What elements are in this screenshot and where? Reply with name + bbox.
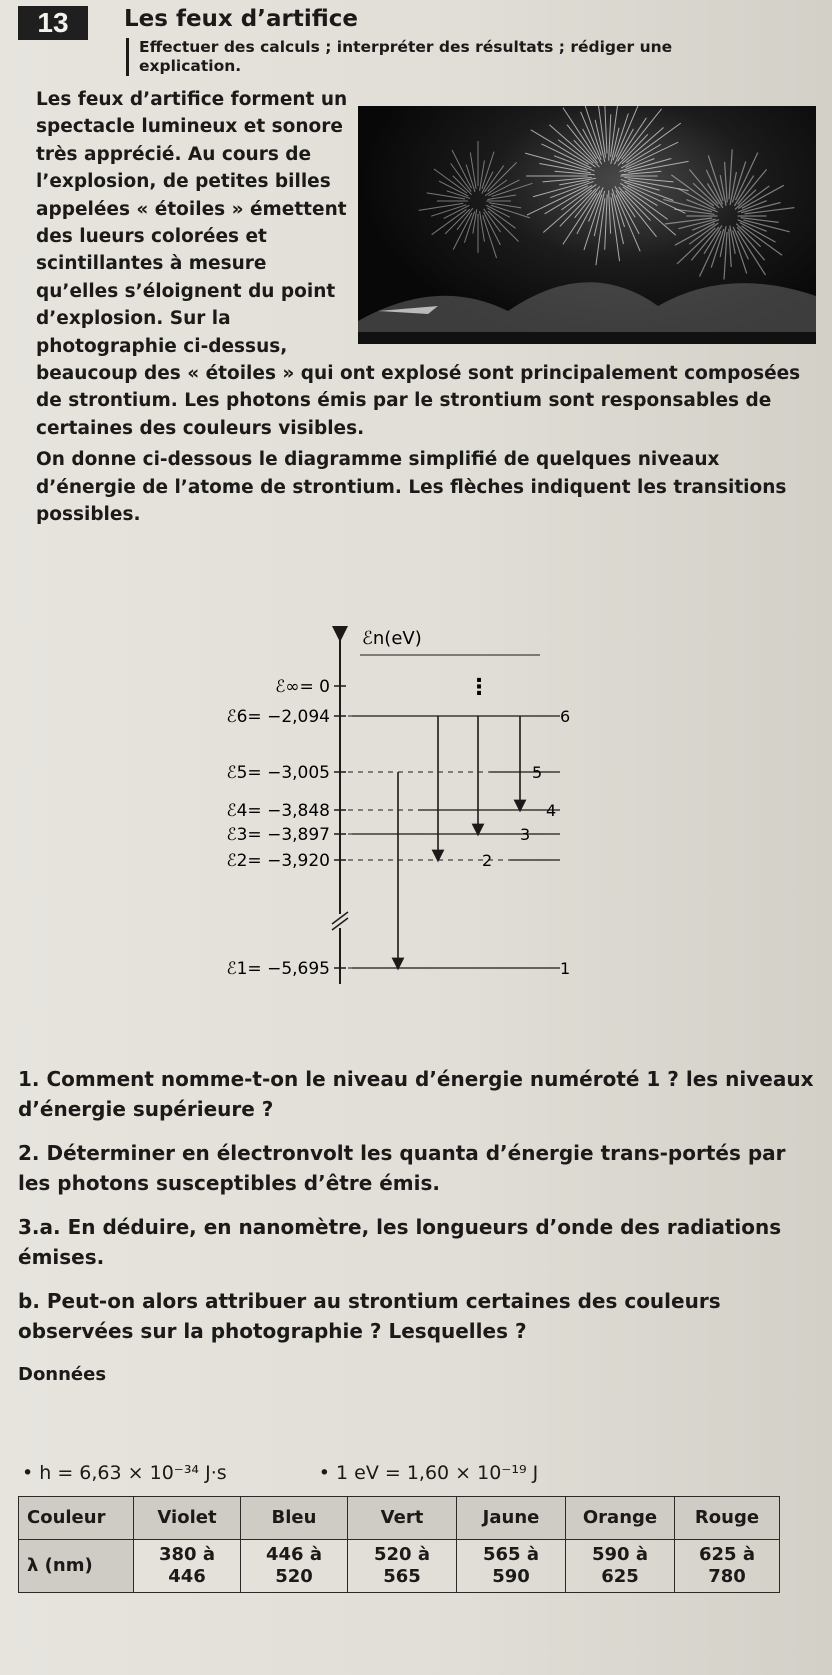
table-cell-range [566,1540,675,1593]
table-cell-color: Rouge [675,1497,780,1540]
table-row-colors [19,1497,780,1540]
level-number: 1 [560,959,571,978]
bullet-icon: • [318,1462,330,1484]
table-cell-range [348,1540,457,1593]
question-number: 3.a. [18,1215,61,1239]
intro-paragraph-1: Les feux d’artifice forment un spectacle lumineux et sonore très apprécié. Au cours de l’explosion, de petites billes appelées « étoiles » émettent des lueurs colorées et scintillantes à mesure qu’elles s’éloignent du point d’explosion. Sur la photographie ci-dessus, beaucoup des « étoiles » qui ont explosé sont principalement composées de strontium. Les photons émis par le strontium sont responsables de certaines des couleurs visibles. [36,89,801,439]
question-text: Déterminer en électronvolt les quanta d’énergie trans-portés par les photons susceptibles d’être émis. [18,1141,786,1195]
question-text: Peut-on alors attribuer au strontium certaines des couleurs observées sur la photographie ? Lesquelles ? [18,1289,721,1343]
level-number: 2 [482,851,493,870]
color-wavelength-table [18,1496,780,1593]
fireworks-photo [358,106,816,344]
question-2 [18,1138,818,1198]
question-text: En déduire, en nanomètre, les longueurs d’onde des radiations émises. [18,1215,782,1269]
table-cell-range [457,1540,566,1593]
range-from: 520 à [374,1544,430,1565]
question-number: b. [18,1289,40,1313]
planck-constant: h = 6,63 × 10⁻³⁴ J·s [39,1462,227,1484]
level-label: ℰ4= −3,848 [226,801,330,821]
range-from: 590 à [592,1544,648,1565]
level-number: 6 [560,707,571,726]
range-to: 625 [601,1566,639,1587]
intro-paragraph-2: On donne ci-dessous le diagramme simplifié de quelques niveaux d’énergie de l’atome de strontium. Les flèches indiquent les transitions possibles. [36,449,787,526]
range-to: 446 [168,1566,206,1587]
question-number: 2. [18,1141,40,1165]
energy-axis [332,634,543,984]
table-header-color: Couleur [19,1497,134,1540]
level-label: ℰ∞= 0 [275,677,330,697]
intro-text [36,86,816,533]
table-header-lambda: λ (nm) [19,1540,134,1593]
energy-axis-label: ℰn(eV) [362,628,422,649]
bullet-icon: • [22,1462,34,1484]
energy-level-diagram [0,624,832,1054]
range-to: 565 [383,1566,421,1587]
ellipsis-mark: ⋮ [468,675,490,700]
question-number: 1. [18,1067,40,1091]
level-label: ℰ2= −3,920 [226,851,330,871]
level-number: 4 [546,801,557,820]
question-1 [18,1064,818,1124]
range-from: 565 à [483,1544,539,1565]
question-text: Comment nomme-t-on le niveau d’énergie numéroté 1 ? les niveaux d’énergie supérieure ? [18,1067,814,1121]
range-from: 625 à [699,1544,755,1565]
table-cell-color: Bleu [241,1497,348,1540]
level-label: ℰ5= −3,005 [226,763,330,783]
level-label: ℰ1= −5,695 [226,959,330,979]
range-to: 520 [275,1566,313,1587]
table-cell-color: Violet [134,1497,241,1540]
table-cell-color: Orange [566,1497,675,1540]
range-to: 780 [708,1566,746,1587]
ev-conversion: 1 eV = 1,60 × 10⁻¹⁹ J [336,1462,539,1484]
table-cell-range [134,1540,241,1593]
level-number: 5 [532,763,543,782]
question-3b [18,1286,818,1346]
range-to: 590 [492,1566,530,1587]
table-cell-range [675,1540,780,1593]
questions-list [18,1064,818,1404]
question-3a [18,1212,818,1272]
data-title: Données [18,1364,107,1385]
table-cell-color: Jaune [457,1497,566,1540]
level-label: ℰ3= −3,897 [226,825,330,845]
table-cell-color: Vert [348,1497,457,1540]
range-from: 446 à [266,1544,322,1565]
range-from: 380 à [159,1544,215,1565]
fireworks-illustration [358,106,816,344]
exercise-number: 13 [18,6,88,40]
exercise-title: Les feux d’artifice [124,6,358,32]
table-row-wavelengths [19,1540,780,1593]
constants-line [22,1462,802,1484]
level-number: 3 [520,825,531,844]
table-cell-range [241,1540,348,1593]
level-label: ℰ6= −2,094 [226,707,330,727]
exercise-skills: Effectuer des calculs ; interpréter des résultats ; rédiger une explication. [126,38,679,76]
